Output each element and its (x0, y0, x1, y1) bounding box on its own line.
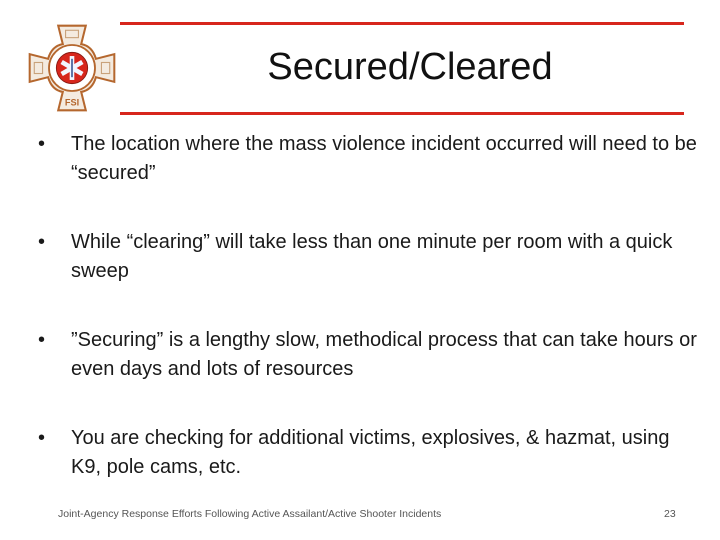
bullet-item (38, 326, 698, 384)
logo-text: FSI (64, 97, 80, 108)
title-bottom-rule (120, 112, 684, 115)
bullet-item (38, 424, 698, 482)
bullet-item (38, 228, 698, 286)
bullet-item (38, 130, 698, 188)
slide-footer: Joint-Agency Response Efforts Following Active Assailant/Active Shooter Incidents (58, 508, 442, 520)
title-top-rule (120, 22, 684, 25)
page-number: 23 (664, 508, 676, 520)
bullet-dot: • (38, 133, 46, 155)
bullet-text: You are checking for additional victims, explosives, & hazmat, using K9, pole cams, etc. (71, 427, 670, 478)
bullet-dot: • (38, 231, 46, 253)
bullet-dot: • (38, 427, 46, 449)
slide-title: Secured/Cleared (267, 46, 553, 88)
bullet-text: The location where the mass violence incident occurred will need to be “secured” (71, 133, 697, 184)
bullet-text: ”Securing” is a lengthy slow, methodical process that can take hours or even days and lots of resources (71, 329, 697, 380)
bullet-text: While “clearing” will take less than one minute per room with a quick sweep (71, 231, 673, 282)
maltese-cross-star-of-life-icon (26, 22, 118, 114)
bullet-dot: • (38, 329, 46, 351)
